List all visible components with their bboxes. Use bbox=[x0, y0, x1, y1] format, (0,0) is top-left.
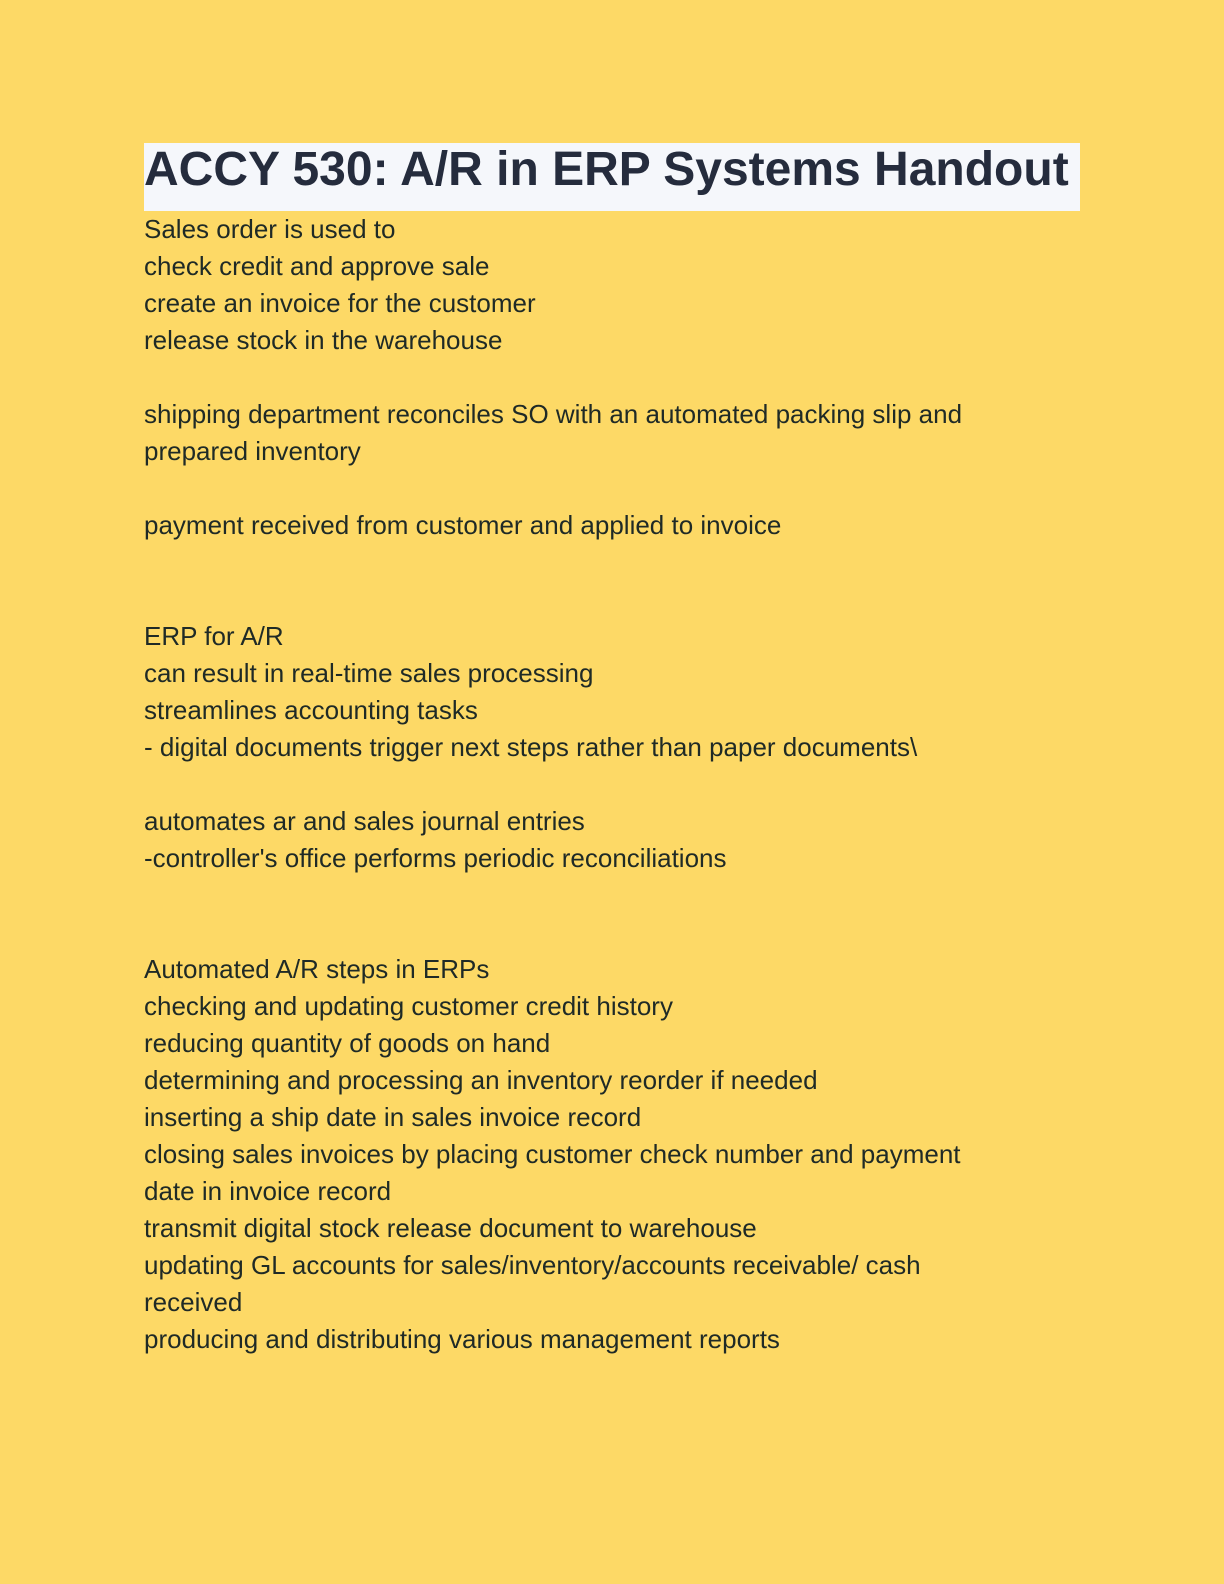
text-line: - digital documents trigger next steps rather than paper documents\ bbox=[144, 732, 918, 762]
text-line: shipping department reconciles SO with an automated packing slip and bbox=[144, 399, 963, 429]
text-line: -controller's office performs periodic reconciliations bbox=[144, 843, 727, 873]
text-line: date in invoice record bbox=[144, 1176, 392, 1206]
handout-page bbox=[144, 143, 1080, 1358]
blank-line bbox=[144, 914, 1080, 951]
text-line: checking and updating customer credit history bbox=[144, 991, 673, 1021]
text-line: check credit and approve sale bbox=[144, 251, 490, 281]
text-line: Sales order is used to bbox=[144, 214, 396, 244]
title-banner bbox=[144, 143, 1080, 211]
text-line: received bbox=[144, 1287, 243, 1317]
text-line: transmit digital stock release document to warehouse bbox=[144, 1213, 757, 1243]
section-automated-ar-steps bbox=[144, 951, 1080, 1358]
section-shipping bbox=[144, 396, 1080, 470]
text-line: reducing quantity of goods on hand bbox=[144, 1028, 551, 1058]
text-line: automates ar and sales journal entries bbox=[144, 806, 585, 836]
blank-line bbox=[144, 544, 1080, 581]
document-title: ACCY 530: A/R in ERP Systems Handout bbox=[144, 143, 1069, 196]
text-line: updating GL accounts for sales/inventory/accounts receivable/ cash bbox=[144, 1250, 921, 1280]
blank-line bbox=[144, 766, 1080, 803]
text-line: can result in real-time sales processing bbox=[144, 658, 594, 688]
section-payment bbox=[144, 507, 1080, 544]
text-line: streamlines accounting tasks bbox=[144, 695, 478, 725]
section-heading: Automated A/R steps in ERPs bbox=[144, 954, 490, 984]
text-line: producing and distributing various management reports bbox=[144, 1324, 780, 1354]
text-line: prepared inventory bbox=[144, 436, 361, 466]
blank-line bbox=[144, 470, 1080, 507]
text-line: create an invoice for the customer bbox=[144, 288, 536, 318]
section-sales-order bbox=[144, 211, 1080, 359]
text-line: payment received from customer and applied to invoice bbox=[144, 510, 782, 540]
text-line: release stock in the warehouse bbox=[144, 325, 503, 355]
section-journal-entries bbox=[144, 803, 1080, 877]
text-line: determining and processing an inventory reorder if needed bbox=[144, 1065, 818, 1095]
section-erp-for-ar bbox=[144, 618, 1080, 766]
document-body bbox=[144, 211, 1080, 1358]
blank-line bbox=[144, 877, 1080, 914]
blank-line bbox=[144, 581, 1080, 618]
section-heading: ERP for A/R bbox=[144, 621, 284, 651]
text-line: inserting a ship date in sales invoice record bbox=[144, 1102, 642, 1132]
text-line: closing sales invoices by placing customer check number and payment bbox=[144, 1139, 961, 1169]
blank-line bbox=[144, 359, 1080, 396]
